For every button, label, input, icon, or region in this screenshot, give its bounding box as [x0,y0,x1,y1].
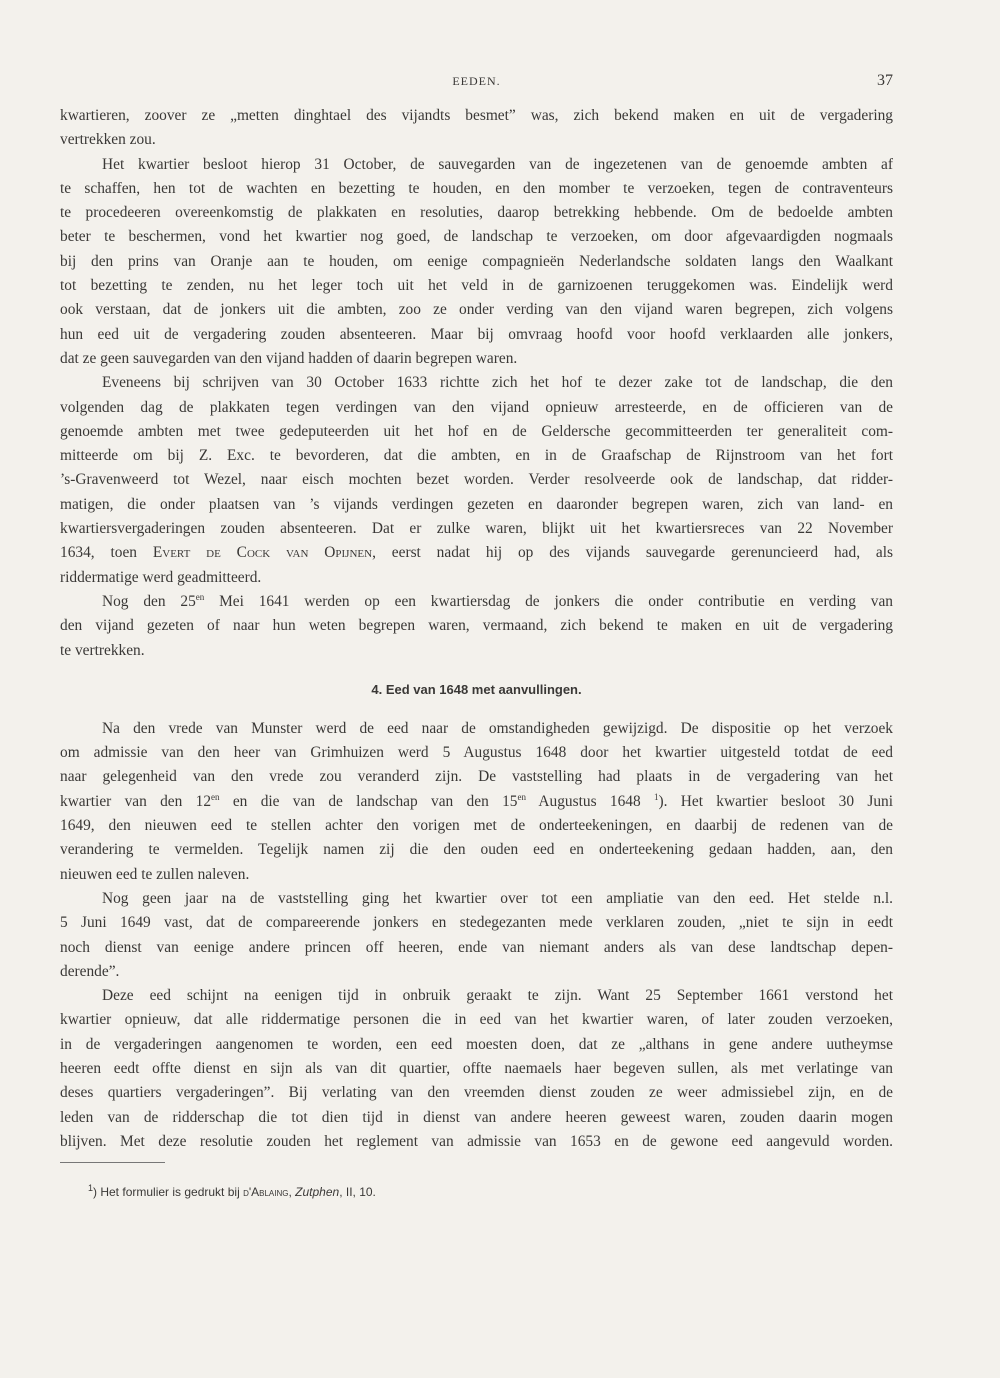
text-line: leden van de ridderschap die tot dien tijd in dienst van andere heeren geweest waren, zouden daarin mogen [60,1108,893,1126]
footnote [88,1185,376,1199]
footnote-text: ) Het formulier is gedrukt bij [93,1185,244,1199]
text-line: noch dienst van eenige andere princen off heeren, ende van niemant anders als van dese landtschap depen- [60,938,893,956]
text-segment: ). Het kwartier besloot 30 Juni [658,792,893,810]
text-line: matigen, die onder plaatsen van ’s vijands verdingen gezeten en daaronder begrepen waren, zich van land- en [60,495,893,513]
text-line: beter te beschermen, vond het kwartier nog goed, de landschap te verzoeken, om door afgevaardigden nogmaals [60,228,893,246]
text-line: den vijand gezeten of naar hun weten begrepen waren, vermaand, zich bekend te maken en uit de vergadering [60,617,893,635]
body-text [60,104,893,1154]
text-line: deses quartiers vergaderingen”. Bij verlating van den vreemden dienst zouden ze weer admissiebel zijn, en de [60,1084,893,1102]
text-segment: 1634, toen [60,544,153,562]
text-line: te schaffen, hen tot de wachten en bezetting te houden, en den momber te verzoeken, tegen de contraventeurs [60,179,893,197]
text-line: Eveneens bij schrijven van 30 October 1633 richtte zich het hof te dezer zake tot de landschap, die den [102,374,893,392]
paragraph [60,371,893,590]
footnote-text: , II, 10. [339,1185,376,1199]
paragraph [60,590,893,663]
text-segment: kwartier van den 12 [60,792,212,810]
text-line: Deze eed schijnt na eenigen tijd in onbruik geraakt te zijn. Want 25 September 1661 verstond het [102,987,893,1005]
footnote-author: d'Ablaing [243,1185,289,1199]
text-line [60,541,893,565]
text-line: Na den vrede van Munster werd de eed naar de omstandigheden gewijzigd. De dispositie op het verzoek [102,719,893,737]
page-header [60,74,893,96]
text-line: derende”. [60,962,120,980]
text-line: ook verstaan, dat de jonkers uit die ambten, zoo ze onder verding van den vijand waren begrepen, zich volgens [60,301,893,319]
footnote-text: , [288,1185,296,1199]
text-line: 1649, den nieuwen eed te stellen achter den vorigen met de onderteekeningen, en daarbij de redenen van de [60,817,893,835]
text-line: 5 Juni 1649 vast, dat de compareerende jonkers en stedegezanten mede verklaren zouden, „niet te sijn in eedt [60,914,893,932]
text-segment: Mei 1641 werden op een kwartiersdag de jonkers die onder contributie en verding van [204,592,893,610]
footnote-divider [60,1162,165,1163]
text-line: ’s-Gravenweerd tot Wezel, naar eisch mochten bezet worden. Verder resolveerde ook de landschap, dat ridder- [60,471,893,489]
text-line: kwartieren, zoover ze „metten dinghtael des vijandts besmet” was, zich bekend maken en uit de vergadering [60,107,893,124]
paragraph [60,104,893,153]
paragraph [60,984,893,1154]
paragraph [60,153,893,372]
section-heading: 4. Eed van 1648 met aanvullingen. [371,681,582,697]
text-line: Nog geen jaar na de vaststelling ging het kwartier over tot een ampliatie van den eed. Het stelde n.l. [102,889,893,907]
text-line: bij den prins van Oranje aan te houden, om eenige compagnieën Nederlandsche soldaten langs den Waalkant [60,252,893,270]
text-segment: , eerst nadat hij op des vijands sauvegarde gerenuncieerd had, als [372,544,893,562]
text-line [60,590,893,614]
text-line: hun eed uit de vergadering zouden absenteeren. Maar bij omvraag hoofd voor hoofd verklaarden alle jonkers, [60,325,893,343]
person-name: Evert de Cock van Opijnen [152,544,373,562]
text-line: riddermatige werd geadmitteerd. [60,568,262,586]
text-segment: Nog den 25 [102,592,196,610]
text-line: kwartiersvergaderingen zouden absenteeren. Dat er zulke waren, blijkt uit het kwartiersreces van 22 November [60,520,893,538]
text-line: vertrekken zou. [60,131,156,149]
paragraph [60,717,893,887]
running-head: EEDEN. [452,74,501,88]
footnote-title: Zutphen [295,1185,340,1199]
text-line: Het kwartier besloot hierop 31 October, de sauvegarden van de ingezetenen van de genoemde ambten af [102,155,893,173]
superscript: en [211,791,220,802]
text-line: verandering te vermelden. Tegelijk namen zij die den ouden eed en onderteekening gedaan hadden, aan, den [60,841,893,859]
text-line: te vertrekken. [60,641,145,659]
text-line: tot bezetting te zenden, nu het leger toch uit het veld in de garnizoenen teruggekomen was. Eindelijk werd [60,277,893,295]
text-line: genoemde ambten met twee gedeputeerden uit het hof en de Geldersche gecommitteerden ter generaliteit com- [60,422,893,440]
text-line: kwartier opnieuw, dat alle riddermatige personen die in eed van het kwartier waren, of later zouden verzoeken, [60,1011,893,1029]
text-line: volgenden dag de plakkaten tegen verdingen van den vijand opnieuw arresteerde, en de officieren van de [60,398,893,416]
text-line: heeren eedt offte dienst en sijn als van dit quartier, offte naemaels haer begeven sullen, als met verlatinge van [60,1059,893,1077]
text-line [60,790,893,814]
text-line: blijven. Met deze resolutie zouden het reglement van admissie van 1653 en de gewone eed aangevuld worden. [60,1132,893,1150]
text-line: te procedeeren overeenkomstig de plakkaten en resoluties, daarop betrekking hebbende. Om de bedoelde ambten [60,204,893,222]
text-line: dat ze geen sauvegarden van den vijand hadden of daarin begrepen waren. [60,349,518,367]
text-line: om admissie van den heer van Grimhuizen werd 5 Augustus 1648 door het kwartier uitgesteld totdat de eed [60,744,893,762]
text-segment: en die van de landschap van den 15 [219,792,518,810]
text-line: in de vergaderingen aangenomen te worden, een eed moesten doen, dat ze „althans in gene andere uutheymse [60,1035,893,1053]
text-line: naar gelegenheid van den vrede zou veranderd zijn. De vaststelling had plaats in de vergadering van het [60,768,893,786]
superscript: en [517,791,526,802]
text-segment: Augustus 1648 [525,792,654,810]
text-line: mitteerde om bij Z. Exc. te bevorderen, dat die ambten, en in de Graafschap de Rijnstroom van het fort [60,447,893,465]
page-number: 37 [877,72,893,89]
footnote-ref: 1 [653,791,659,802]
paragraph [60,887,893,984]
text-line: nieuwen eed te zullen naleven. [60,865,250,883]
footnote-marker: 1 [88,1183,94,1193]
superscript: en [195,591,205,602]
